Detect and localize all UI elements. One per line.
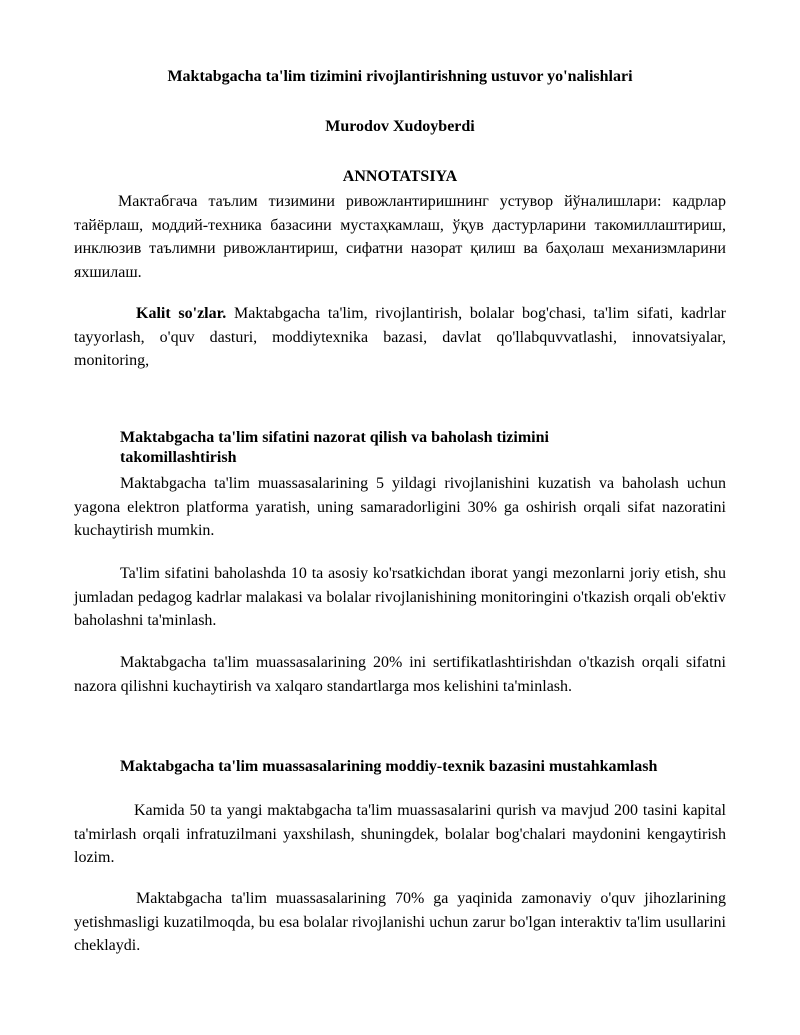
annotation-heading: ANNOTATSIYA (342, 168, 458, 185)
section-1-paragraph-1: Maktabgacha ta'lim muassasalarining 5 yildagi rivojlanishini kuzatish va baholash uchun yagona elektron platforma yaratish, uning samaradorligini 30% ga oshirish orqali sifat nazoratini kuchaytirish mumkin. (74, 475, 726, 539)
keywords-paragraph (74, 302, 726, 373)
section-heading-quality-control: Maktabgacha ta'lim sifatini nazorat qilish va baholash tizimini takomillashtirish (120, 429, 549, 466)
annotation-text: Мактабгача таълим тизимини ривожлантиришнинг устувор йўналишлари: кадрлар тайёрлаш, моддий-техника базасини мустаҳкамлаш, ўқув дастурларини такомиллаштириш, инклюзив таълимни ривожлантириш, сифатни назорат қилиш ва баҳолаш механизмларини яхшилаш. (74, 193, 726, 281)
section-2-paragraph-1: Kamida 50 ta yangi maktabgacha ta'lim muassasalarini qurish va mavjud 200 tasini kapital ta'mirlash orqali infratuzilmani yaxshilash, shuningdek, bolalar bog'chalari maydonini kengaytirish lozim. (74, 802, 726, 866)
author-name: Murodov Xudoyberdi (325, 118, 475, 135)
section-heading-material-base: Maktabgacha ta'lim muassasalarining moddiy-texnik bazasini mustahkamlash (120, 758, 658, 775)
document-title: Maktabgacha ta'lim tizimini rivojlantirishning ustuvor yo'nalishlari (167, 68, 633, 85)
keywords-label: Kalit so'zlar. (136, 305, 227, 322)
section-2-paragraph-2: Maktabgacha ta'lim muassasalarining 70% ga yaqinida zamonaviy o'quv jihozlarining yetishmasligi kuzatilmoqda, bu esa bolalar rivojlanishi uchun zarur bo'lgan interaktiv ta'lim usullarini cheklaydi. (74, 890, 726, 954)
section-1-paragraph-2: Ta'lim sifatini baholashda 10 ta asosiy ko'rsatkichdan iborat yangi mezonlarni joriy etish, shu jumladan pedagog kadrlar malakasi va bolalar rivojlanishining monitoringini o'tkazish orqali ob'ektiv baholashni ta'minlash. (74, 565, 726, 629)
section-1-paragraph-3: Maktabgacha ta'lim muassasalarining 20% ini sertifikatlashtirishdan o'tkazish orqali sifatni nazora qilishni kuchaytirish va xalqaro standartlarga mos kelishini ta'minlash. (74, 654, 726, 695)
keywords-text: Maktabgacha ta'lim, rivojlantirish, bolalar bog'chasi, ta'lim sifati, kadrlar tayyorlash, o'quv dasturi, moddiytexnika bazasi, davlat qo'llabquvvatlashi, innovatsiyalar, monitoring, (74, 305, 727, 369)
